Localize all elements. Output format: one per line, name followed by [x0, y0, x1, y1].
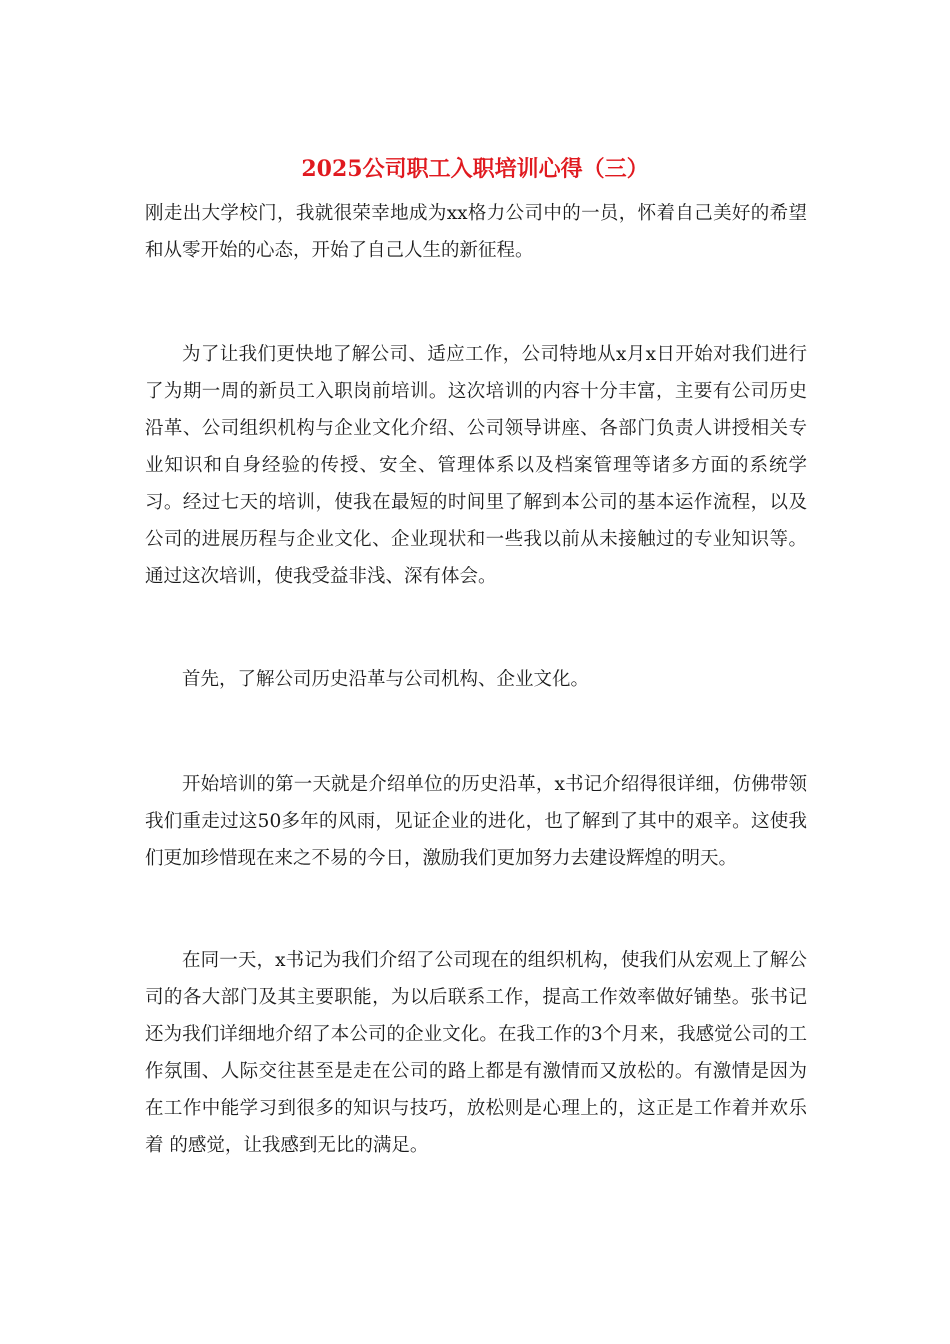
document-title: 2025公司职工入职培训心得（三） [301, 156, 649, 182]
paragraph-training-overview: 为了让我们更快地了解公司、适应工作，公司特地从x月x日开始对我们进行了为期一周的新员工入职岗前培训。这次培训的内容十分丰富，主要有公司历史沿革、公司组织机构与企业文化介绍、公司领导讲座、各部门负责人讲授相关专业知识和自身经验的传授、安全、管理体系以及档案管理等诸多方面的系统学习。经过七天的培训，使我在最短的时间里了解到本公司的基本运作流程，以及公司的进展历程与企业文化、企业现状和一些我以前从未接触过的专业知识等。通过这次培训，使我受益非浅、深有体会。 [145, 344, 807, 587]
paragraph-intro: 刚走出大学校门，我就很荣幸地成为xx格力公司中的一员，怀着自己美好的希望和从零开始的心态，开始了自己人生的新征程。 [145, 203, 807, 261]
paragraph-organization-culture: 在同一天，x书记为我们介绍了公司现在的组织机构，使我们从宏观上了解公司的各大部门及其主要职能，为以后联系工作，提高工作效率做好铺垫。张书记还为我们详细地介绍了本公司的企业文化。在我工作的3个月来，我感觉公司的工作氛围、人际交往甚至是走在公司的路上都是有激情而又放松的。有激情是因为在工作中能学习到很多的知识与技巧，放松则是心理上的，这正是工作着并欢乐着 的感觉，让我感到无比的满足。 [145, 950, 807, 1156]
paragraph-history: 开始培训的第一天就是介绍单位的历史沿革，x书记介绍得很详细，仿佛带领我们重走过这50多年的风雨，见证企业的进化，也了解到了其中的艰辛。这使我们更加珍惜现在来之不易的今日，激励我们更加努力去建设辉煌的明天。 [145, 774, 807, 869]
paragraph-first-point: 首先，了解公司历史沿革与公司机构、企业文化。 [182, 669, 590, 690]
